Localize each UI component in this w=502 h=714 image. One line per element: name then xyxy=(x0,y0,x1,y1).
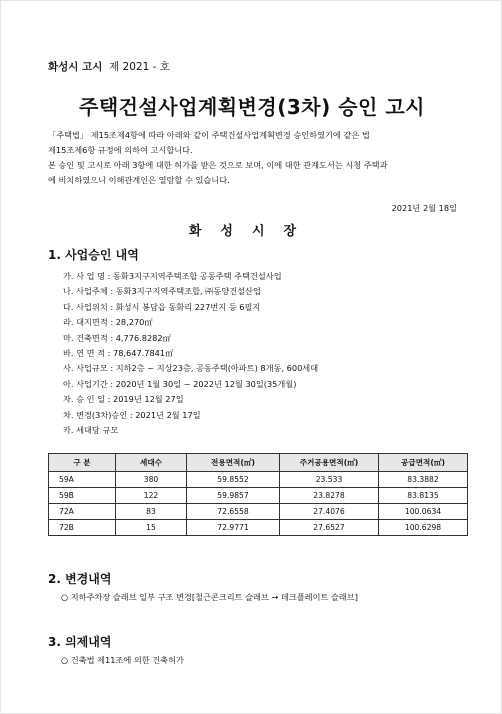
intro-paragraph xyxy=(48,128,460,188)
list-item: ○ 건축법 제11조에 의한 건축허가 xyxy=(61,655,184,665)
list-item: 마. 건축면적 : 4,776.8282㎡ xyxy=(63,332,171,343)
issuer-name: 화성시장 xyxy=(188,224,316,239)
table-row xyxy=(49,488,468,504)
intro-line: 제15조제6항 규정에 의하여 고시합니다. xyxy=(48,145,193,155)
table-cell: 23.8278 xyxy=(280,488,379,504)
intro-line: 에 비치하였으니 이해관계인은 열람할 수 있습니다. xyxy=(48,175,230,185)
list-item: 차. 변경(3차)승인 : 2021년 2월 17일 xyxy=(63,409,201,420)
column-header: 구 분 xyxy=(49,454,116,472)
table-cell: 27.4076 xyxy=(280,504,379,520)
table-cell: 122 xyxy=(116,488,187,504)
table-cell: 100.0634 xyxy=(379,504,468,520)
table-cell: 83 xyxy=(116,504,187,520)
table-cell: 72.6558 xyxy=(187,504,280,520)
list-item: 다. 사업위치 : 화성시 봉담읍 동화리 227번지 등 6필지 xyxy=(63,301,261,312)
list-item: 바. 연 면 적 : 78,647.7841㎡ xyxy=(63,347,174,358)
column-header: 공급면적(㎡) xyxy=(379,454,468,472)
list-item: 사. 사업규모 : 지하2층 ~ 지상23층, 공동주택(아파트) 8개동, 600세대 xyxy=(63,363,319,374)
list-item: 가. 사 업 명 : 동화3지구지역주택조합 공동주택 주택건설사업 xyxy=(63,271,282,281)
table-cell: 72A xyxy=(49,504,116,520)
notice-number-value: 제 2021 - 호 xyxy=(109,61,170,73)
section1-heading: 1. 사업승인 내역 xyxy=(48,248,139,262)
table-cell: 59.9857 xyxy=(187,488,280,504)
table-cell: 72B xyxy=(49,520,116,536)
table-row xyxy=(49,504,468,520)
intro-line: 「주택법」 제15조제4항에 따라 아래와 같이 주택건설사업계획변경 승인하였기에 같은 법 xyxy=(48,130,370,140)
list-item: ○ 지하주차장 슬래브 일부 구조 변경[철근콘크리트 슬래브 → 데크플레이트 슬래브] xyxy=(61,592,358,602)
list-item: 나. 사업주체 : 동화3지구지역주택조합, ㈜동양건설산업 xyxy=(63,286,261,297)
column-header: 전용면적(㎡) xyxy=(187,454,280,472)
table-cell: 83.8135 xyxy=(379,488,468,504)
approval-items-list xyxy=(63,269,318,438)
list-item: 자. 승 인 일 : 2019년 12월 27일 xyxy=(63,394,184,405)
notice-prefix: 화성시 고시 xyxy=(48,61,103,73)
notice-number xyxy=(48,59,170,74)
document-title: 주택건설사업계획변경(3차) 승인 고시 xyxy=(79,95,425,119)
column-header: 주거공용면적(㎡) xyxy=(280,454,379,472)
unit-size-table xyxy=(48,453,468,536)
table-header-row xyxy=(49,454,468,472)
table-cell: 72.9771 xyxy=(187,520,280,536)
notice-date: 2021년 2월 18일 xyxy=(391,203,457,213)
table-cell: 100.6298 xyxy=(379,520,468,536)
table-row xyxy=(49,472,468,488)
table-cell: 15 xyxy=(116,520,187,536)
table-cell: 380 xyxy=(116,472,187,488)
section3-heading: 3. 의제내역 xyxy=(48,635,112,649)
table-cell: 27.6527 xyxy=(280,520,379,536)
intro-line: 본 승인 및 고시로 아래 3항에 대한 허가를 받은 것으로 보며, 이에 대한 관계도서는 시청 주택과 xyxy=(48,160,388,170)
list-item: 아. 사업기간 : 2020년 1월 30일 ~ 2022년 12월 30일(35개월) xyxy=(63,378,297,389)
table-cell: 23.533 xyxy=(280,472,379,488)
column-header: 세대수 xyxy=(116,454,187,472)
table-cell: 83.3882 xyxy=(379,472,468,488)
section2-heading: 2. 변경내역 xyxy=(48,572,112,586)
table-cell: 59A xyxy=(49,472,116,488)
table-row xyxy=(49,520,468,536)
table-cell: 59.8552 xyxy=(187,472,280,488)
list-item: 라. 대지면적 : 28,270㎡ xyxy=(63,317,153,328)
table-cell: 59B xyxy=(49,488,116,504)
list-item: 카. 세대당 규모 xyxy=(63,424,119,435)
